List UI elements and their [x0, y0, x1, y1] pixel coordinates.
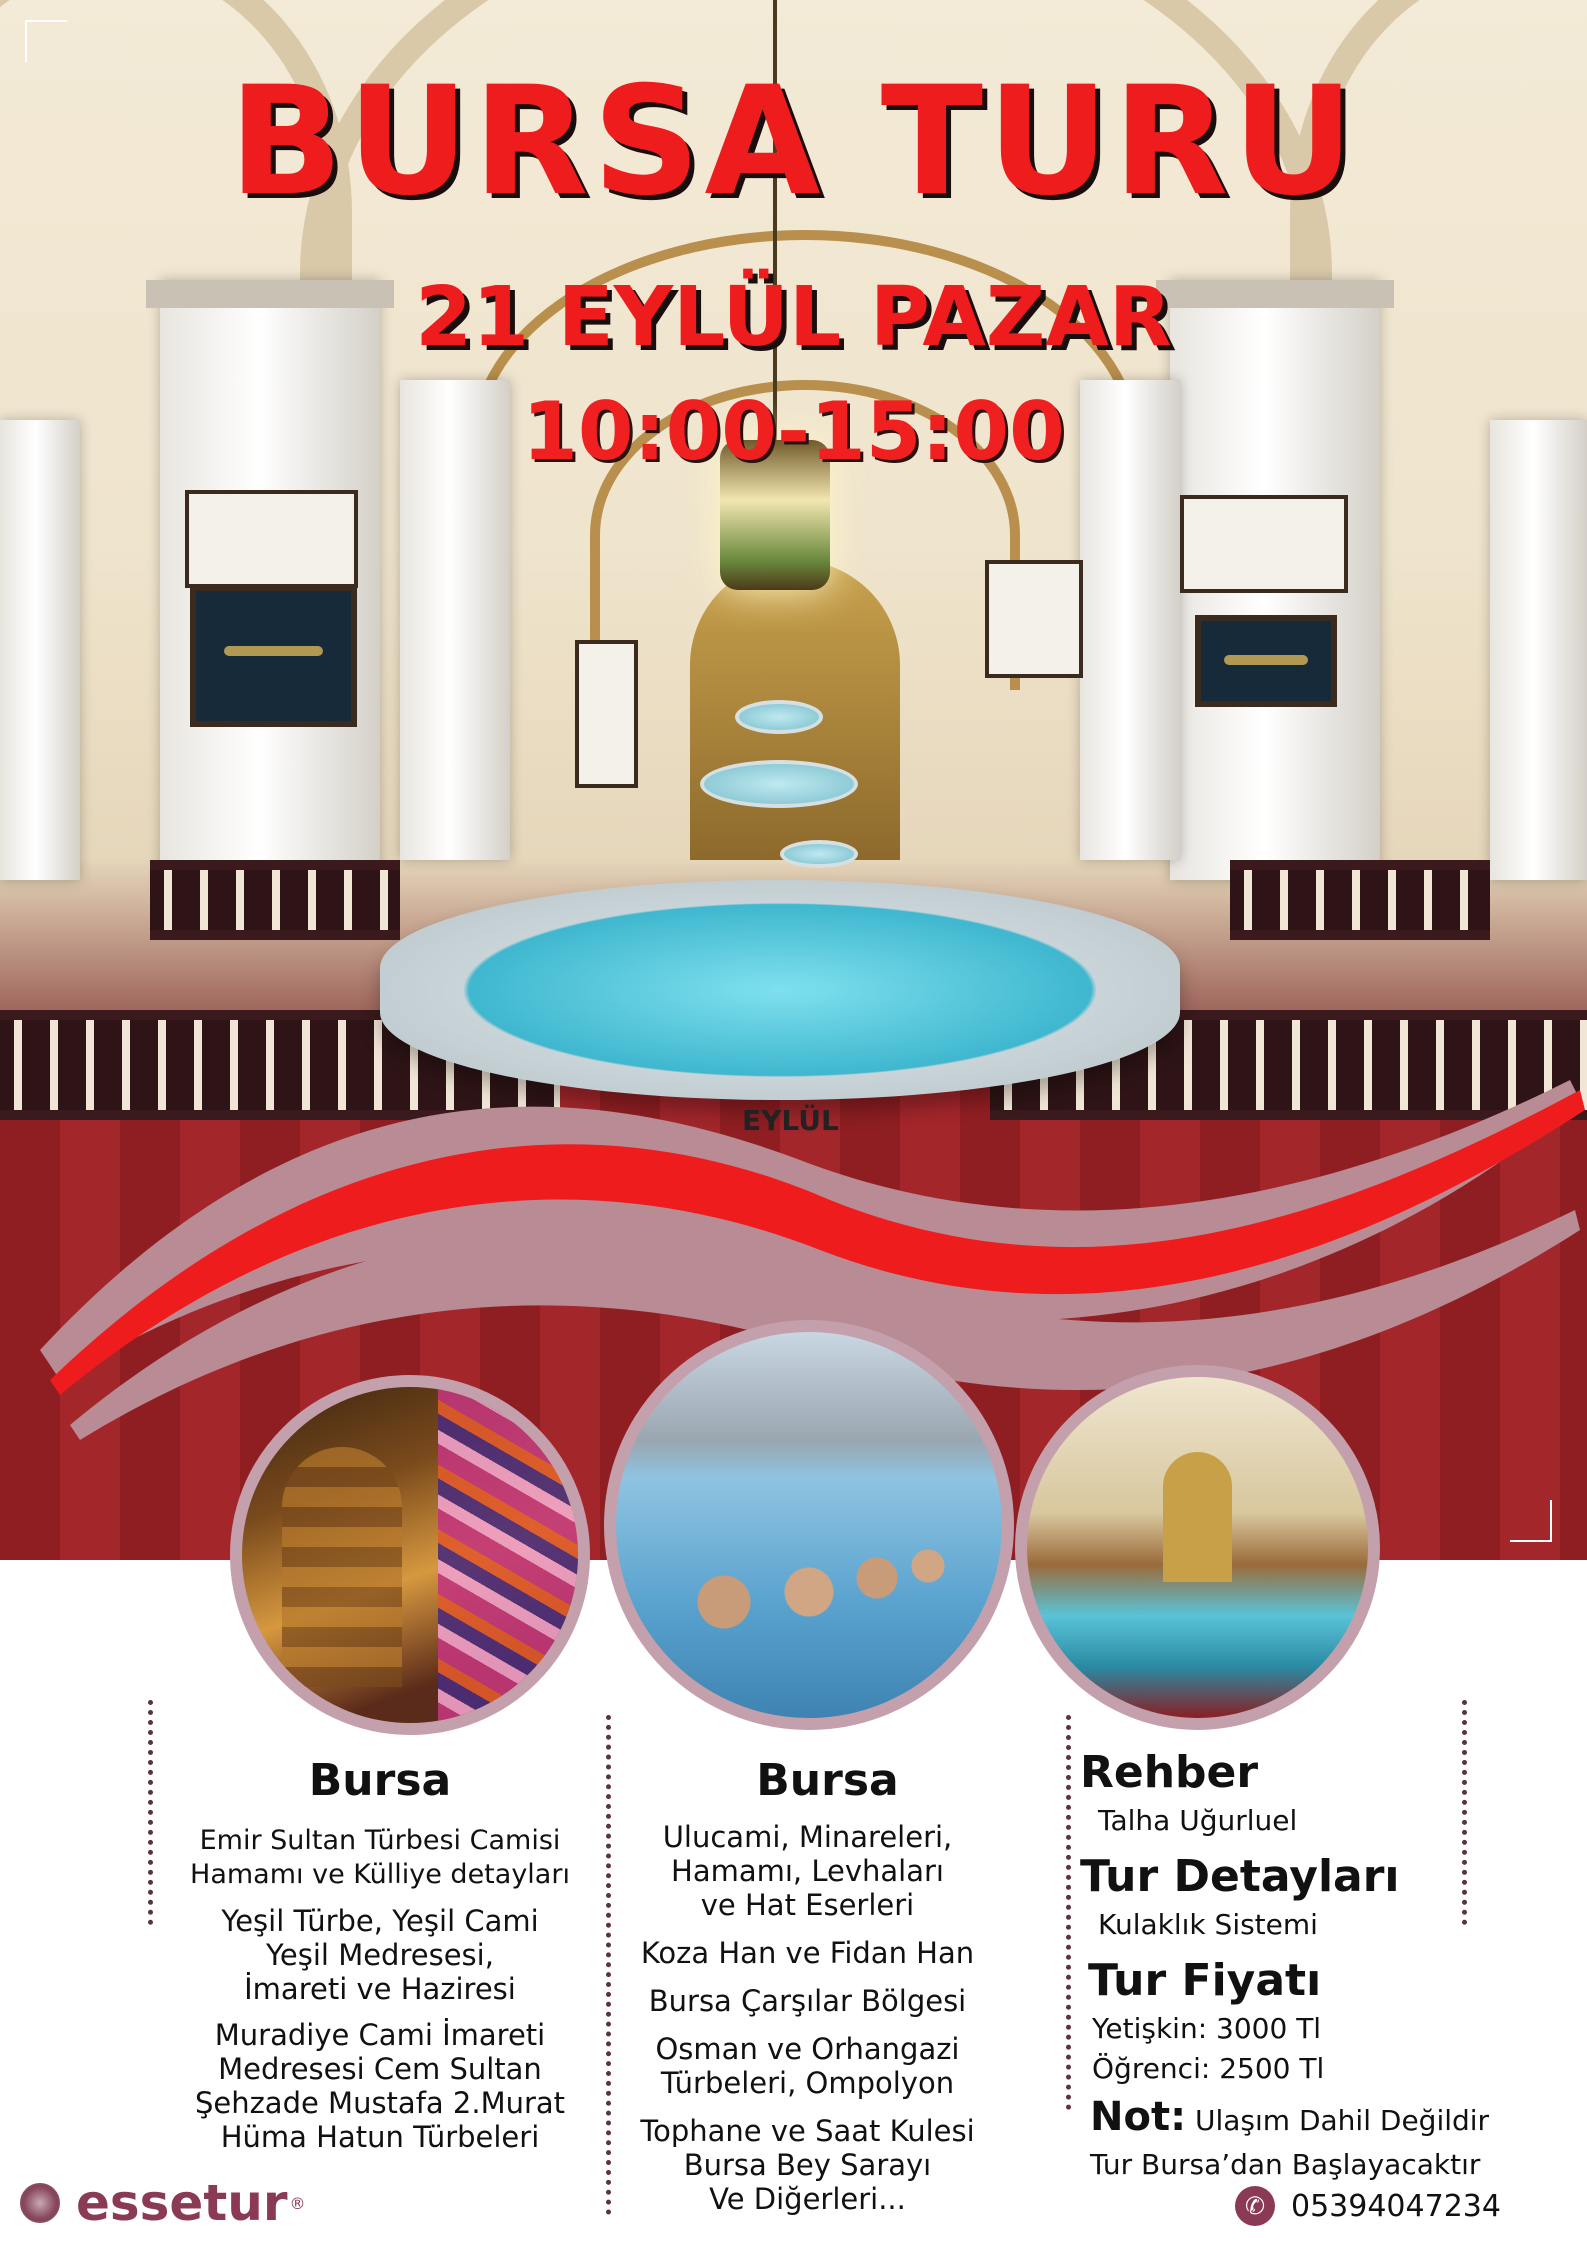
itinerary-item: Muradiye Cami İmareti Medresesi Cem Sultan Şehzade Mustafa 2.Murat Hüma Hatun Türbeleri	[194, 2018, 566, 2154]
tour-title: BURSA TURU	[228, 55, 1359, 229]
tour-date: 21 EYLÜL PAZAR	[415, 270, 1172, 365]
column-heading: Bursa	[308, 1755, 452, 1806]
column-divider	[148, 1700, 153, 1925]
guide-label: Rehber	[1080, 1747, 1259, 1798]
calligraphy-plaque	[190, 585, 357, 727]
note-label: Not:	[1090, 2094, 1187, 2140]
tour-details-label: Tur Detayları	[1080, 1851, 1400, 1902]
logo-text: essetur	[76, 2174, 288, 2232]
phone-contact[interactable]	[1235, 2186, 1501, 2226]
pillar	[0, 420, 80, 880]
itinerary-item: Bursa Çarşılar Bölgesi	[648, 1984, 967, 2018]
price-student: Öğrenci: 2500 Tl	[1092, 2052, 1325, 2085]
small-month-label: EYLÜL	[742, 1104, 839, 1137]
itinerary-item: Yeşil Türbe, Yeşil Cami Yeşil Medresesi, İmareti ve Haziresi	[221, 1904, 539, 2006]
note-text: Tur Bursa’dan Başlayacaktır	[1090, 2148, 1481, 2181]
tour-details	[1080, 1745, 1580, 2187]
price-adult: Yetişkin: 3000 Tl	[1092, 2012, 1322, 2045]
calligraphy-plaque	[185, 490, 358, 588]
guide-name: Talha Uğurluel	[1098, 1804, 1298, 1837]
fountain-basin	[780, 840, 858, 868]
calligraphy-plaque	[1195, 615, 1337, 707]
phone-number: 05394047234	[1291, 2188, 1501, 2224]
phone-icon: ✆	[1235, 2186, 1275, 2226]
wooden-railing	[1230, 860, 1490, 940]
brand-logo[interactable]	[20, 2174, 306, 2232]
itinerary-column-1	[165, 1755, 595, 2154]
calligraphy-plaque	[985, 560, 1083, 678]
calligraphy-plaque	[1180, 495, 1348, 593]
itinerary-column-2	[605, 1755, 1010, 2216]
itinerary-item: Ulucami, Minareleri, Hamamı, Levhaları ve Hat Eserleri	[662, 1820, 953, 1922]
itinerary-item: Tophane ve Saat Kulesi Bursa Bey Sarayı Ve Diğerleri...	[640, 2114, 975, 2216]
wooden-railing	[150, 860, 400, 940]
registered-mark: ®	[289, 2193, 306, 2213]
frame-corner	[1510, 1500, 1552, 1542]
price-label: Tur Fiyatı	[1088, 1955, 1322, 2006]
tour-details-value: Kulaklık Sistemi	[1098, 1908, 1318, 1941]
tour-time: 10:00-15:00	[522, 385, 1065, 478]
column-heading: Bursa	[756, 1755, 899, 1806]
fountain-basin	[735, 700, 823, 734]
mosque-fountain-photo	[1015, 1365, 1380, 1730]
itinerary-item: Osman ve Orhangazi Türbeleri, Ompolyon	[655, 2032, 960, 2100]
column-divider	[1066, 1715, 1071, 2110]
domes-photo	[604, 1320, 1014, 1730]
itinerary-item: Koza Han ve Fidan Han	[640, 1936, 975, 1970]
itinerary-item: Emir Sultan Türbesi Camisi Hamamı ve Külliye detayları	[190, 1825, 570, 1890]
calligraphy-plaque	[575, 640, 638, 788]
globe-icon	[20, 2183, 60, 2223]
bazaar-photo	[230, 1375, 590, 1735]
fountain-basin	[700, 760, 858, 808]
note-line	[1090, 2095, 1580, 2143]
pillar	[1490, 420, 1587, 880]
note-text: Ulaşım Dahil Değildir	[1194, 2104, 1490, 2137]
